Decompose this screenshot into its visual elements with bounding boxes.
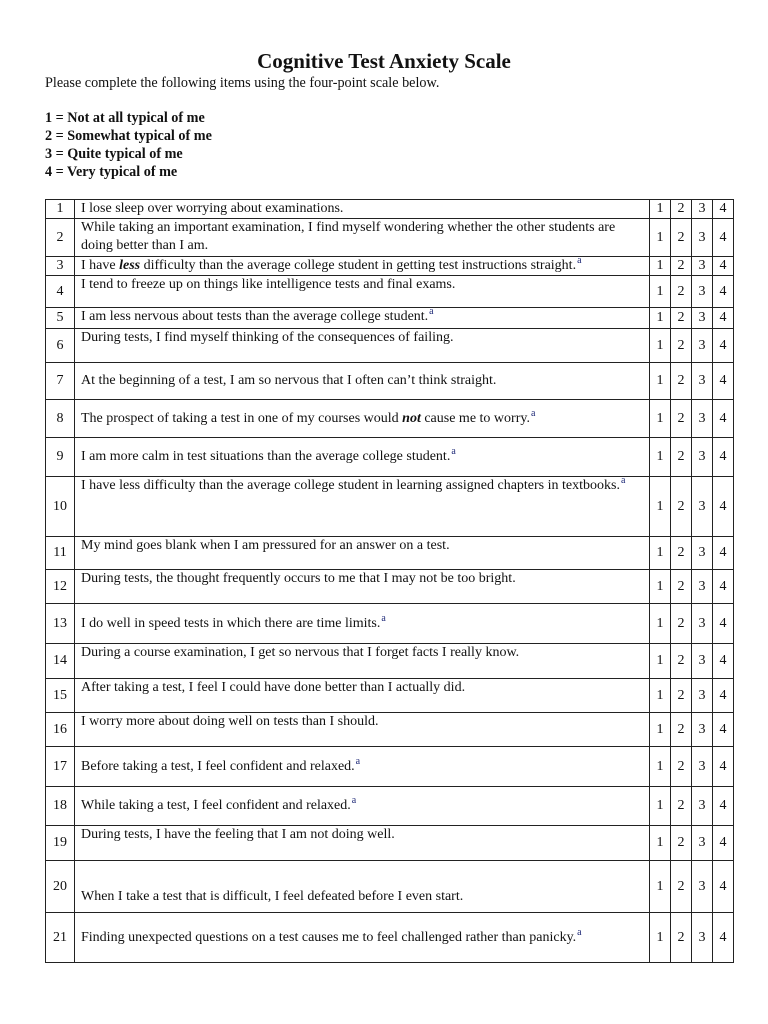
rating-option-4[interactable]: 4 bbox=[713, 713, 734, 747]
rating-option-3[interactable]: 3 bbox=[692, 826, 713, 861]
rating-option-4[interactable]: 4 bbox=[713, 438, 734, 477]
rating-option-3[interactable]: 3 bbox=[692, 570, 713, 604]
item-number: 12 bbox=[46, 570, 75, 604]
rating-option-1[interactable]: 1 bbox=[650, 477, 671, 537]
item-statement bbox=[75, 219, 650, 257]
item-statement bbox=[75, 477, 650, 537]
item-statement bbox=[75, 363, 650, 400]
rating-option-1[interactable]: 1 bbox=[650, 219, 671, 257]
reverse-scored-marker: a bbox=[620, 475, 626, 487]
item-statement bbox=[75, 200, 650, 219]
item-statement bbox=[75, 276, 650, 308]
item-statement bbox=[75, 644, 650, 679]
reverse-scored-marker: a bbox=[451, 446, 456, 458]
item-number: 5 bbox=[46, 308, 75, 329]
rating-option-4[interactable]: 4 bbox=[713, 400, 734, 438]
rating-option-3[interactable]: 3 bbox=[692, 363, 713, 400]
statement-text-continued: difficulty than the average college student in getting test instructions straight. bbox=[140, 258, 577, 273]
rating-option-2[interactable]: 2 bbox=[671, 329, 692, 363]
item-number: 7 bbox=[46, 363, 75, 400]
item-number: 1 bbox=[46, 200, 75, 219]
rating-option-4[interactable]: 4 bbox=[713, 826, 734, 861]
rating-option-1[interactable]: 1 bbox=[650, 713, 671, 747]
rating-option-4[interactable]: 4 bbox=[713, 747, 734, 787]
rating-option-1[interactable]: 1 bbox=[650, 747, 671, 787]
statement-text: While taking a test, I feel confident and relaxed. bbox=[81, 798, 351, 813]
rating-option-4[interactable]: 4 bbox=[713, 913, 734, 963]
page-title: Cognitive Test Anxiety Scale bbox=[257, 49, 511, 73]
statement-text: During tests, I find myself thinking of the consequences of failing. bbox=[81, 330, 454, 345]
rating-option-1[interactable]: 1 bbox=[650, 604, 671, 644]
rating-option-3[interactable]: 3 bbox=[692, 679, 713, 713]
rating-option-4[interactable]: 4 bbox=[713, 861, 734, 913]
rating-option-1[interactable]: 1 bbox=[650, 570, 671, 604]
table-row bbox=[46, 913, 734, 963]
statement-text: I do well in speed tests in which there are time limits. bbox=[81, 615, 381, 631]
rating-option-3[interactable]: 3 bbox=[692, 329, 713, 363]
reverse-scored-marker: a bbox=[355, 755, 361, 767]
rating-option-2[interactable]: 2 bbox=[671, 400, 692, 438]
reverse-scored-marker: a bbox=[577, 255, 582, 267]
statement-text: During tests, I have the feeling that I am not doing well. bbox=[81, 827, 395, 842]
statement-text: At the beginning of a test, I am so nervous that I often can’t think straight. bbox=[81, 373, 497, 388]
rating-option-4[interactable]: 4 bbox=[713, 363, 734, 400]
rating-option-4[interactable]: 4 bbox=[713, 604, 734, 644]
table-row bbox=[46, 537, 734, 570]
item-number: 16 bbox=[46, 713, 75, 747]
statement-text: During tests, the thought frequently occurs to me that I may not be too bright. bbox=[81, 571, 516, 586]
reverse-scored-marker: a bbox=[381, 612, 386, 624]
rating-option-2[interactable]: 2 bbox=[671, 438, 692, 477]
rating-scale-legend bbox=[45, 109, 212, 181]
rating-option-1[interactable]: 1 bbox=[650, 787, 671, 826]
statement-text: While taking an important examination, I find myself wondering whether the other students are doing better than I am. bbox=[81, 220, 616, 253]
table-row bbox=[46, 308, 734, 329]
table-row bbox=[46, 713, 734, 747]
statement-text: When I take a test that is difficult, I feel defeated before I even start. bbox=[81, 889, 464, 904]
rating-option-4[interactable]: 4 bbox=[713, 570, 734, 604]
items-table bbox=[45, 199, 734, 963]
rating-option-3[interactable]: 3 bbox=[692, 537, 713, 570]
statement-text: The prospect of taking a test in one of my courses would bbox=[81, 410, 403, 426]
table-row bbox=[46, 644, 734, 679]
table-row bbox=[46, 200, 734, 219]
rating-option-4[interactable]: 4 bbox=[713, 477, 734, 537]
rating-option-4[interactable]: 4 bbox=[713, 329, 734, 363]
scale-level-4: 4 = Very typical of me bbox=[45, 164, 178, 180]
rating-option-1[interactable]: 1 bbox=[650, 276, 671, 308]
item-statement bbox=[75, 257, 650, 276]
item-number: 19 bbox=[46, 826, 75, 861]
rating-option-4[interactable]: 4 bbox=[713, 276, 734, 308]
item-statement bbox=[75, 713, 650, 747]
table-row bbox=[46, 257, 734, 276]
rating-option-2[interactable]: 2 bbox=[671, 477, 692, 537]
table-row bbox=[46, 604, 734, 644]
table-row bbox=[46, 679, 734, 713]
rating-option-2[interactable]: 2 bbox=[671, 679, 692, 713]
rating-option-2[interactable]: 2 bbox=[671, 644, 692, 679]
statement-text: I am more calm in test situations than the average college student. bbox=[81, 449, 451, 464]
rating-option-1[interactable]: 1 bbox=[650, 826, 671, 861]
statement-text: I am less nervous about tests than the average college student. bbox=[81, 309, 429, 324]
rating-option-3[interactable]: 3 bbox=[692, 219, 713, 257]
statement-text: I tend to freeze up on things like intelligence tests and final exams. bbox=[81, 277, 456, 292]
rating-option-2[interactable]: 2 bbox=[671, 861, 692, 913]
rating-option-3[interactable]: 3 bbox=[692, 200, 713, 219]
rating-option-2[interactable]: 2 bbox=[671, 257, 692, 276]
table-row bbox=[46, 329, 734, 363]
item-number: 3 bbox=[46, 257, 75, 276]
rating-option-1[interactable]: 1 bbox=[650, 679, 671, 713]
item-statement bbox=[75, 679, 650, 713]
rating-option-3[interactable]: 3 bbox=[692, 747, 713, 787]
item-number: 13 bbox=[46, 604, 75, 644]
rating-option-2[interactable]: 2 bbox=[671, 826, 692, 861]
item-number: 4 bbox=[46, 276, 75, 308]
rating-option-1[interactable]: 1 bbox=[650, 400, 671, 438]
item-number: 20 bbox=[46, 861, 75, 913]
item-statement bbox=[75, 400, 650, 438]
scale-level-2: 2 = Somewhat typical of me bbox=[45, 128, 212, 144]
item-statement bbox=[75, 913, 650, 963]
statement-text: Finding unexpected questions on a test causes me to feel challenged rather than panicky. bbox=[81, 929, 577, 945]
rating-option-2[interactable]: 2 bbox=[671, 913, 692, 963]
rating-option-3[interactable]: 3 bbox=[692, 713, 713, 747]
statement-text: I have bbox=[81, 258, 120, 273]
reverse-scored-marker: a bbox=[351, 795, 357, 807]
rating-option-4[interactable]: 4 bbox=[713, 644, 734, 679]
statement-text: After taking a test, I feel I could have done better than I actually did. bbox=[81, 680, 466, 695]
item-number: 18 bbox=[46, 787, 75, 826]
rating-option-3[interactable]: 3 bbox=[692, 861, 713, 913]
table-row bbox=[46, 438, 734, 477]
rating-option-4[interactable]: 4 bbox=[713, 257, 734, 276]
statement-emphasis: less bbox=[119, 258, 141, 273]
rating-option-4[interactable]: 4 bbox=[713, 537, 734, 570]
item-statement bbox=[75, 438, 650, 477]
item-number: 8 bbox=[46, 400, 75, 438]
table-row bbox=[46, 787, 734, 826]
rating-option-4[interactable]: 4 bbox=[713, 308, 734, 329]
rating-option-2[interactable]: 2 bbox=[671, 363, 692, 400]
item-number: 15 bbox=[46, 679, 75, 713]
rating-option-3[interactable]: 3 bbox=[692, 257, 713, 276]
statement-text-continued: cause me to worry. bbox=[420, 410, 530, 426]
reverse-scored-marker: a bbox=[429, 306, 434, 318]
rating-option-2[interactable]: 2 bbox=[671, 308, 692, 329]
statement-text: During a course examination, I get so nervous that I forget facts I really know. bbox=[81, 645, 520, 660]
statement-text: I worry more about doing well on tests than I should. bbox=[81, 714, 379, 729]
instructions: Please complete the following items using the four-point scale below. bbox=[45, 75, 440, 91]
rating-option-3[interactable]: 3 bbox=[692, 644, 713, 679]
rating-option-1[interactable]: 1 bbox=[650, 537, 671, 570]
item-statement bbox=[75, 329, 650, 363]
rating-option-1[interactable]: 1 bbox=[650, 363, 671, 400]
rating-option-2[interactable]: 2 bbox=[671, 787, 692, 826]
rating-option-1[interactable]: 1 bbox=[650, 329, 671, 363]
rating-option-2[interactable]: 2 bbox=[671, 276, 692, 308]
table-row bbox=[46, 276, 734, 308]
table-row bbox=[46, 219, 734, 257]
table-row bbox=[46, 363, 734, 400]
item-statement bbox=[75, 861, 650, 913]
rating-option-1[interactable]: 1 bbox=[650, 913, 671, 963]
table-row bbox=[46, 570, 734, 604]
item-statement bbox=[75, 787, 650, 826]
item-number: 11 bbox=[46, 537, 75, 570]
item-statement bbox=[75, 570, 650, 604]
rating-option-4[interactable]: 4 bbox=[713, 200, 734, 219]
rating-option-1[interactable]: 1 bbox=[650, 861, 671, 913]
rating-option-3[interactable]: 3 bbox=[692, 308, 713, 329]
rating-option-2[interactable]: 2 bbox=[671, 747, 692, 787]
item-number: 10 bbox=[46, 477, 75, 537]
statement-text: Before taking a test, I feel confident and relaxed. bbox=[81, 758, 355, 774]
rating-option-3[interactable]: 3 bbox=[692, 913, 713, 963]
item-number: 9 bbox=[46, 438, 75, 477]
rating-option-4[interactable]: 4 bbox=[713, 679, 734, 713]
table-row bbox=[46, 861, 734, 913]
item-number: 6 bbox=[46, 329, 75, 363]
rating-option-1[interactable]: 1 bbox=[650, 644, 671, 679]
rating-option-2[interactable]: 2 bbox=[671, 713, 692, 747]
item-statement bbox=[75, 604, 650, 644]
table-row bbox=[46, 400, 734, 438]
rating-option-1[interactable]: 1 bbox=[650, 308, 671, 329]
rating-option-3[interactable]: 3 bbox=[692, 400, 713, 438]
statement-text: I lose sleep over worrying about examinations. bbox=[81, 201, 344, 216]
rating-option-2[interactable]: 2 bbox=[671, 200, 692, 219]
rating-option-2[interactable]: 2 bbox=[671, 570, 692, 604]
item-number: 14 bbox=[46, 644, 75, 679]
statement-text: I have less difficulty than the average college student in learning assigned chapters in textbooks. bbox=[81, 478, 620, 493]
reverse-scored-marker: a bbox=[530, 407, 536, 419]
item-statement bbox=[75, 537, 650, 570]
scale-level-3: 3 = Quite typical of me bbox=[45, 146, 183, 162]
rating-option-3[interactable]: 3 bbox=[692, 787, 713, 826]
rating-option-1[interactable]: 1 bbox=[650, 438, 671, 477]
item-statement bbox=[75, 826, 650, 861]
statement-text: My mind goes blank when I am pressured for an answer on a test. bbox=[81, 538, 450, 553]
item-number: 21 bbox=[46, 913, 75, 963]
rating-option-2[interactable]: 2 bbox=[671, 537, 692, 570]
rating-option-3[interactable]: 3 bbox=[692, 604, 713, 644]
item-number: 2 bbox=[46, 219, 75, 257]
table-row bbox=[46, 747, 734, 787]
statement-emphasis: not bbox=[402, 410, 421, 426]
item-statement bbox=[75, 308, 650, 329]
rating-option-4[interactable]: 4 bbox=[713, 219, 734, 257]
rating-option-1[interactable]: 1 bbox=[650, 200, 671, 219]
reverse-scored-marker: a bbox=[577, 926, 582, 938]
rating-option-4[interactable]: 4 bbox=[713, 787, 734, 826]
table-row bbox=[46, 826, 734, 861]
rating-option-1[interactable]: 1 bbox=[650, 257, 671, 276]
item-statement bbox=[75, 747, 650, 787]
rating-option-3[interactable]: 3 bbox=[692, 477, 713, 537]
table-row bbox=[46, 477, 734, 537]
rating-option-3[interactable]: 3 bbox=[692, 438, 713, 477]
rating-option-2[interactable]: 2 bbox=[671, 219, 692, 257]
scale-level-1: 1 = Not at all typical of me bbox=[45, 110, 205, 126]
rating-option-2[interactable]: 2 bbox=[671, 604, 692, 644]
item-number: 17 bbox=[46, 747, 75, 787]
rating-option-3[interactable]: 3 bbox=[692, 276, 713, 308]
